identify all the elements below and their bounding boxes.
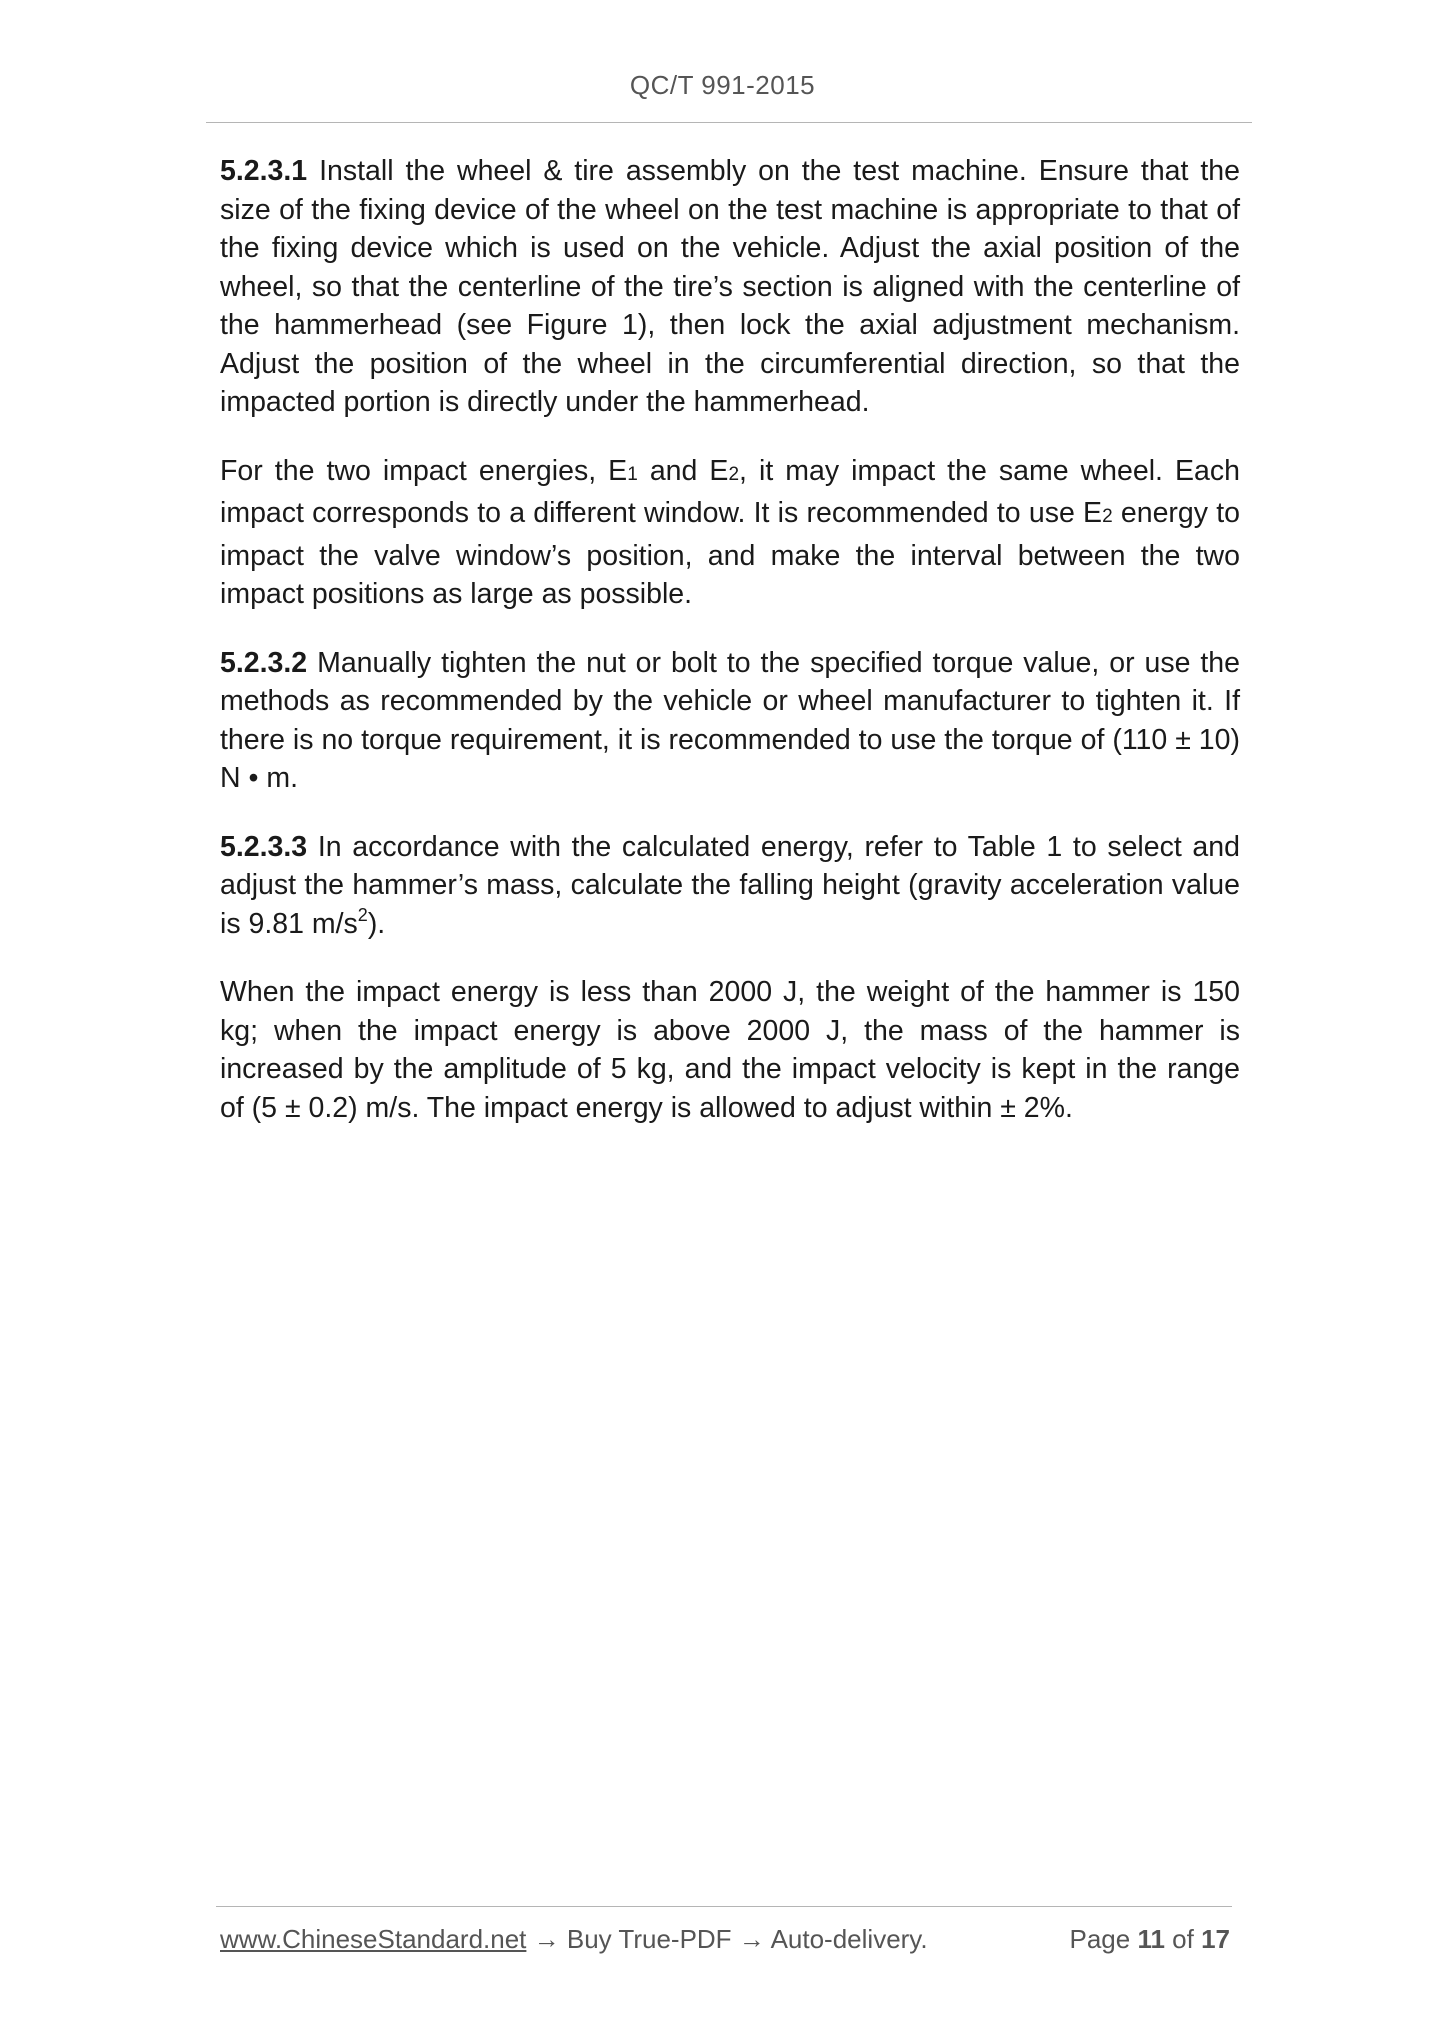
paragraph-text: When the impact energy is less than 2000 J, the weight of the hammer is 150 kg; when the impact energy is above 2000 J, the mass of the hammer is increased by the amplitude of 5 kg, and the impact velocity is kept in the range of (5 ± 0.2) m/s. The impact energy is allowed to adjust within ± 2%.	[220, 976, 1240, 1124]
document-code: QC/T 991-2015	[629, 70, 816, 100]
clause-5-2-3-2	[220, 644, 1240, 798]
subscript: 1	[627, 463, 638, 485]
footer-promo	[220, 1924, 928, 1955]
subscript: 2	[728, 463, 740, 485]
document-header	[0, 70, 1445, 101]
clause-number: 5.2.3.3	[220, 830, 308, 863]
page-label: Page	[1069, 1924, 1138, 1954]
clause-number: 5.2.3.1	[220, 155, 308, 187]
clause-text: In accordance with the calculated energy, refer to Table 1 to select and adjust the hammer’s mass, calculate the falling height (gravity acceleration value is 9.81 m/s	[220, 830, 1240, 940]
text-run: and E	[637, 454, 729, 487]
header-divider	[206, 122, 1252, 123]
clause-5-2-3-1	[220, 152, 1240, 422]
current-page: 11	[1137, 1924, 1165, 1954]
text-run: For the two impact energies, E	[220, 454, 628, 487]
subscript: 2	[1102, 506, 1113, 527]
clause-text: Install the wheel & tire assembly on the test machine. Ensure that the size of the fixing device of the wheel on the test machine is appropriate to that of the fixing device which is used on the vehicle. Adjust the axial position of the wheel, so that the centerline of the tire’s section is aligned with the centerline of the hammerhead (see Figure 1), then lock the axial adjustment mechanism. Adjust the position of the wheel in the circumferential direction, so that the impacted portion is directly under the hammerhead.	[220, 155, 1240, 418]
clause-text-tail: ).	[367, 907, 386, 940]
footer-divider	[216, 1906, 1232, 1907]
text-run: , it may impact the same wheel. Each impact corresponds to a different window. It is recommended to use E	[220, 454, 1240, 529]
page-body	[220, 152, 1240, 1157]
clause-text: Manually tighten the nut or bolt to the specified torque value, or use the methods as recommended by the vehicle or wheel manufacturer to tighten it. If there is no torque requirement, it is recommended to use the torque of (110 ± 10) N • m.	[220, 646, 1241, 794]
text-run: energy to impact the valve window’s position, and make the interval between the two impact positions as large as possible.	[220, 497, 1241, 610]
clause-5-2-3-3	[220, 828, 1240, 944]
impact-energies-paragraph	[220, 452, 1240, 614]
promo-text: → Buy True-PDF → Auto-delivery.	[526, 1924, 928, 1954]
clause-number: 5.2.3.2	[220, 646, 308, 679]
hammer-mass-paragraph	[220, 973, 1240, 1127]
website-link[interactable]: www.ChineseStandard.net	[220, 1924, 527, 1954]
page-number	[1069, 1924, 1230, 1955]
superscript: 2	[357, 904, 368, 925]
total-pages: 17	[1201, 1924, 1230, 1954]
page-of-label: of	[1164, 1924, 1202, 1954]
